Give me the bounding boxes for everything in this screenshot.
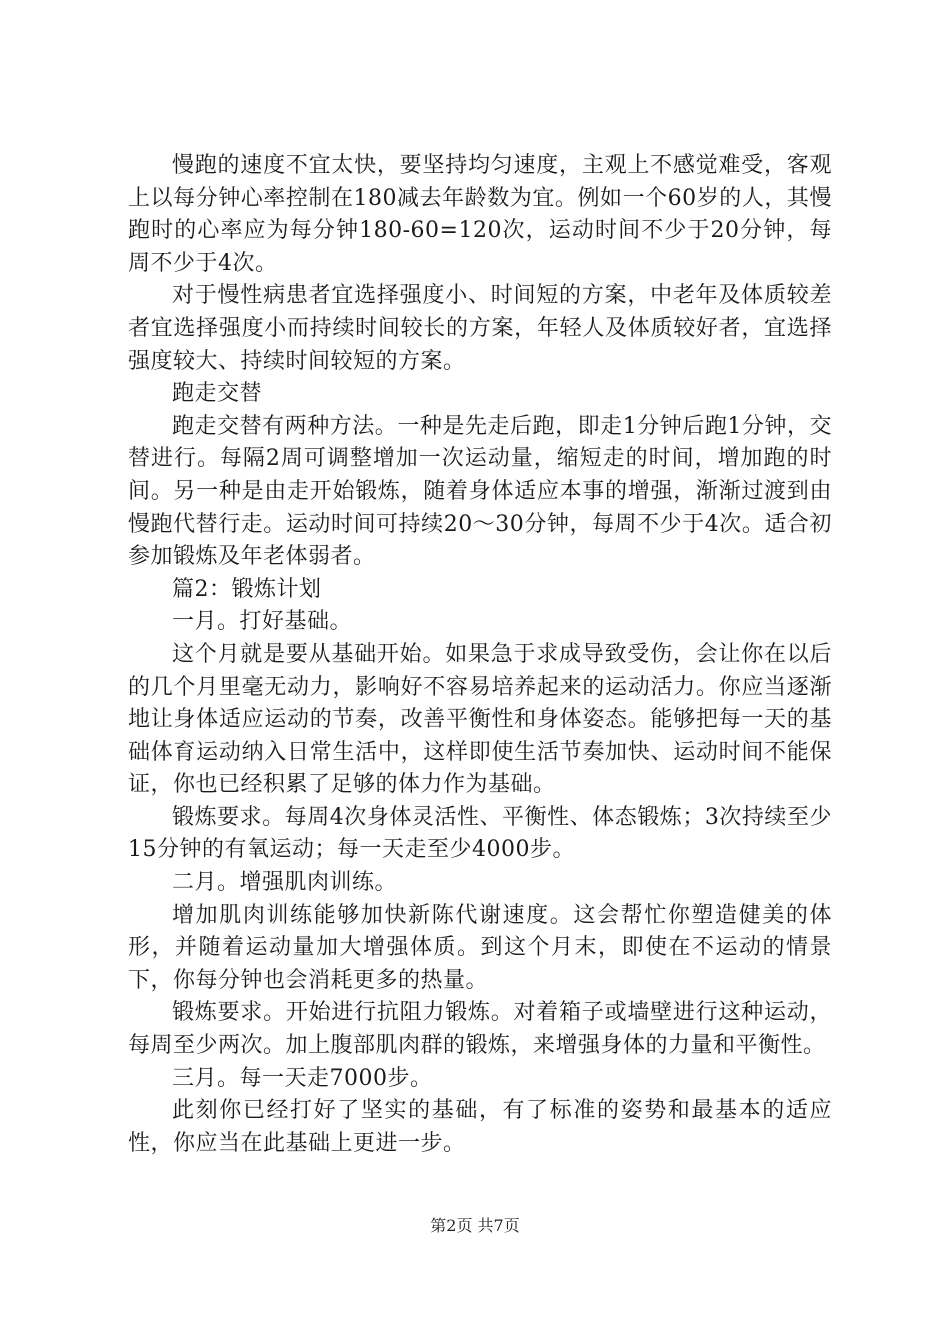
section-heading-exercise-plan: 篇2：锻炼计划 — [172, 576, 322, 602]
heading-february: 二月。增强肌肉训练。 — [172, 870, 398, 896]
paragraph-february-requirements: 锻炼要求。开始进行抗阻力锻炼。对着箱子或墙壁进行这种运动，每周至少两次。加上腹部肌肉群的锻炼，来增强身体的力量和平衡性。 — [128, 1000, 832, 1059]
document-body — [128, 150, 832, 1160]
heading-march: 三月。每一天走7000步。 — [172, 1065, 433, 1091]
paragraph-run-walk-methods: 跑走交替有两种方法。一种是先走后跑，即走1分钟后跑1分钟，交替进行。每隔2周可调整增加一次运动量，缩短走的时间，增加跑的时间。另一种是由走开始锻炼，随着身体适应本事的增强，渐渐过渡到由慢跑代替行走。运动时间可持续20～30分钟，每周不少于4次。适合初参加锻炼及年老体弱者。 — [128, 413, 832, 570]
heading-january: 一月。打好基础。 — [172, 609, 353, 635]
section-heading-run-walk: 跑走交替 — [172, 381, 263, 407]
paragraph-march-body: 此刻你已经打好了坚实的基础，有了标准的姿势和最基本的适应性，你应当在此基础上更进一步。 — [128, 1098, 832, 1156]
paragraph-february-body: 增加肌肉训练能够加快新陈代谢速度。这会帮忙你塑造健美的体形，并随着运动量加大增强体质。到这个月末，即使在不运动的情景下，你每分钟也会消耗更多的热量。 — [128, 902, 832, 993]
paragraph-jogging-speed: 慢跑的速度不宜太快，要坚持均匀速度，主观上不感觉难受，客观上以每分钟心率控制在180减去年龄数为宜。例如一个60岁的人，其慢跑时的心率应为每分钟180-60=120次，运动时间不少于20分钟，每周不少于4次。 — [128, 153, 832, 276]
paragraph-january-requirements: 锻炼要求。每周4次身体灵活性、平衡性、体态锻炼；3次持续至少15分钟的有氧运动；每一天走至少4000步。 — [128, 804, 832, 863]
paragraph-plan-selection: 对于慢性病患者宜选择强度小、时间短的方案，中老年及体质较差者宜选择强度小而持续时间较长的方案，年轻人及体质较好者，宜选择强度较大、持续时间较短的方案。 — [128, 283, 832, 374]
page-number-footer: 第2页 共7页 — [430, 1216, 520, 1235]
paragraph-january-body: 这个月就是要从基础开始。如果急于求成导致受伤，会让你在以后的几个月里毫无动力，影响好不容易培养起来的运动活力。你应当逐渐地让身体适应运动的节奏，改善平衡性和身体姿态。能够把每一天的基础体育运动纳入日常生活中，这样即使生活节奏加快、运动时间不能保证，你也已经积累了足够的体力作为基础。 — [128, 641, 832, 798]
